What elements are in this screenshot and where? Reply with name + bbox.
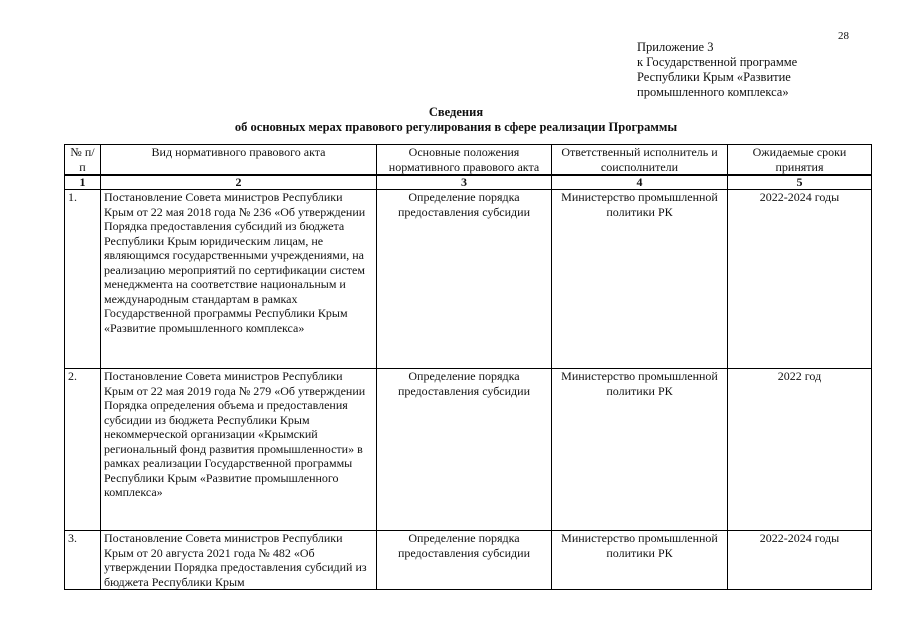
column-number: 5 <box>728 175 872 190</box>
header-act-type: Вид нормативного правового акта <box>101 145 377 176</box>
header-executor: Ответственный исполнитель и соисполнители <box>552 145 728 176</box>
appendix-heading <box>637 40 797 100</box>
act-provisions: Определение порядка предоставления субсидии <box>377 369 552 531</box>
act-provisions: Определение порядка предоставления субсидии <box>377 531 552 590</box>
act-description: Постановление Совета министров Республики Крым от 20 августа 2021 года № 482 «Об утверждении Порядка предоставления субсидий из бюджета Республики Крым <box>101 531 377 590</box>
act-description: Постановление Совета министров Республики Крым от 22 мая 2019 года № 279 «Об утверждении Порядка определения объема и предоставления субсидии из бюджета Республики Крым некоммерческой организации «Крымский региональный фонд развития промышленности» в рамках реализации Государственной программы Республики Крым «Развитие промышленного комплекса» <box>101 369 377 531</box>
table-row <box>65 531 872 590</box>
document-title <box>64 105 848 135</box>
column-number: 4 <box>552 175 728 190</box>
appendix-line: промышленного комплекса» <box>637 85 789 99</box>
page-number: 28 <box>838 30 849 42</box>
expected-term: 2022-2024 годы <box>728 531 872 590</box>
column-number: 1 <box>65 175 101 190</box>
act-description: Постановление Совета министров Республики Крым от 22 мая 2018 года № 236 «Об утверждении Порядка предоставления субсидий из бюджета Республики Крым юридическим лицам, не являющимся государственными учреждениями, на реализацию мероприятий по сертификации систем менеджмента на соответствие национальным и международным стандартам в рамках Государственной программы Республики Крым «Развитие промышленного комплекса» <box>101 190 377 369</box>
expected-term: 2022-2024 годы <box>728 190 872 369</box>
column-number: 2 <box>101 175 377 190</box>
appendix-line: Республики Крым «Развитие <box>637 70 791 84</box>
act-provisions: Определение порядка предоставления субсидии <box>377 190 552 369</box>
responsible-executor: Министерство промышленной политики РК <box>552 531 728 590</box>
regulation-table <box>64 144 872 590</box>
title-line-1: Сведения <box>428 105 484 119</box>
table-row <box>65 190 872 369</box>
responsible-executor: Министерство промышленной политики РК <box>552 190 728 369</box>
expected-term: 2022 год <box>728 369 872 531</box>
row-number: 3. <box>65 531 101 590</box>
responsible-executor: Министерство промышленной политики РК <box>552 369 728 531</box>
title-line-2: об основных мерах правового регулирования в сфере реализации Программы <box>234 120 678 134</box>
row-number: 1. <box>65 190 101 369</box>
header-term: Ожидаемые сроки принятия <box>728 145 872 176</box>
column-number: 3 <box>377 175 552 190</box>
appendix-line: к Государственной программе <box>637 55 798 69</box>
table-row <box>65 369 872 531</box>
header-provisions: Основные положения нормативного правового акта <box>377 145 552 176</box>
header-number: № п/п <box>65 145 101 176</box>
appendix-line: Приложение 3 <box>637 40 714 54</box>
row-number: 2. <box>65 369 101 531</box>
